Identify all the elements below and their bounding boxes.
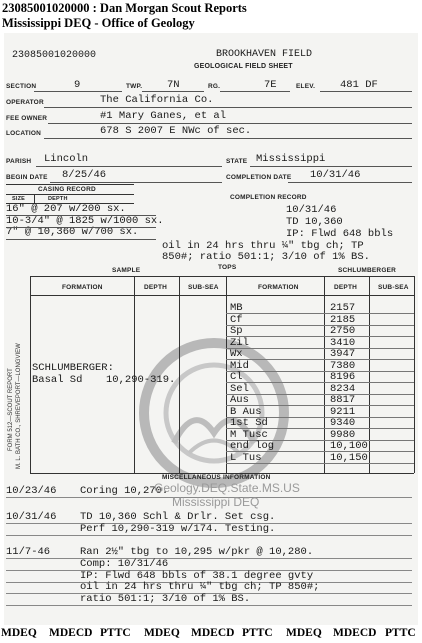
tops-depth: 9211 [330,405,356,418]
left-table-depth: 10,290-319. [106,374,176,386]
casing-depth-header: DEPTH [48,196,68,202]
twp-value: 7N [167,79,180,91]
printer-text: M. L. BATH CO., SHREVEPORT—LONGVIEW [16,343,22,469]
left-formation-header: FORMATION [62,284,103,291]
footer-item: MDECD [333,627,377,639]
api-number: 23085001020000 [12,50,97,61]
left-table-formation: Basal Sd [32,374,83,386]
footer-item: MDECD [191,627,235,639]
state-label: STATE [226,158,248,165]
twp-label: TWP. [126,83,143,90]
completion-line-3: IP: Flwd 648 bbls [286,228,394,240]
tops-formation: Aus [230,394,249,406]
tops-title: TOPS [218,264,237,271]
misc-text: IP: Flwd 648 bbls of 38.1 degree gvty [80,570,314,582]
tops-depth: 3410 [330,336,356,349]
watermark-name: Mississippi DEQ [172,495,260,509]
tops-depth: 10,100 [330,440,368,452]
footer-item: MDECD [49,627,93,639]
footer-item: MDEQ [144,627,180,639]
tops-depth: 8196 [330,371,356,383]
completion-date-value: 10/31/46 [310,169,361,181]
elev-value: 481 DF [340,79,378,91]
misc-info-title: MISCELLANEOUS INFORMATION [162,474,271,481]
casing-line: 7" @ 10,360 w/700 sx. [6,226,139,238]
right-formation-header: FORMATION [258,284,299,291]
tops-depth: 10,150 [330,451,368,464]
tops-depth: 2750 [330,325,356,337]
casing-lines [6,204,164,239]
misc-text: oil in 24 hrs thru ¼" tbg ch; TP 850#; [80,581,320,593]
watermark-url: Geology.DEQ.State.MS.US [154,481,300,495]
operator-value: The California Co. [100,94,214,106]
tops-formation: M Tusc [230,428,268,441]
tops-formation: Zil [230,336,249,349]
tops-depth: 9340 [330,417,356,429]
misc-text: Comp: 10/31/46 [80,558,169,570]
tops-formation: end log [230,440,275,452]
footer-item: PTTC [385,627,416,639]
parish-label: PARISH [6,158,32,165]
misc-text: ratio 501:1; 3/10 of 1% BS. [80,593,251,605]
scout-card [4,33,418,625]
rg-value: 7E [264,79,277,91]
left-subsea-header: SUB-SEA [188,284,219,291]
fee-owner-value: #1 Mary Ganes, et al [100,110,227,122]
tops-formation: 1st Sd [230,417,268,429]
completion-record-title: COMPLETION RECORD [230,194,307,201]
tops-depth: 9980 [330,428,356,441]
schlumberger-title: SCHLUMBERGER [338,267,397,274]
state-value: Mississippi [256,153,326,165]
location-value: 678 S 2007 E NWc of sec. [100,125,252,137]
tops-depth: 8817 [330,394,356,406]
parish-value: Lincoln [44,153,89,165]
misc-text: Coring 10,270. [80,485,169,497]
tops-depth: 7380 [330,359,356,372]
tops-formation: Mid [230,359,249,372]
footer-item: PTTC [100,627,131,639]
completion-line-5: 850#; ratio 501:1; 3/10 of 1% BS. [162,251,370,263]
misc-text: TD 10,360 Schl & Drlr. Set csg. [80,511,276,523]
completion-line-2: TD 10,360 [286,216,343,228]
misc-date: 10/23/46 [6,485,57,497]
tops-formation: Wx [230,348,243,360]
right-depth-header: DEPTH [334,284,358,291]
fee-owner-label: FEE OWNER [6,115,48,122]
completion-line-1: 10/31/46 [286,204,337,216]
begin-date-value: 8/25/46 [62,169,107,181]
left-depth-header: DEPTH [144,284,168,291]
form-number-text: FORM 512—SCOUT REPORT [8,368,14,451]
tops-depth: 2157 [330,302,356,314]
casing-size-header: SIZE [12,196,26,202]
misc-text: Ran 2½" tbg to 10,295 w/pkr @ 10,280. [80,546,314,558]
right-subsea-header: SUB-SEA [378,284,409,291]
tops-formation: Sel [230,382,249,395]
left-table-formation: SCHLUMBERGER: [32,362,114,374]
casing-line: 10-3/4" @ 1825 w/1000 sx. [6,214,164,227]
tops-depth: 8234 [330,382,356,395]
elev-label: ELEV. [296,83,316,90]
report-subtitle: Mississippi DEQ - Office of Geology [2,16,195,30]
completion-date-label: COMPLETION DATE [226,174,292,181]
misc-text: Perf 10,290-319 w/174. Testing. [80,523,276,535]
field-name: BROOKHAVEN FIELD [216,49,313,60]
footer-item: PTTC [242,627,273,639]
misc-date: 11/7-46 [6,546,51,558]
tops-formation: Cf [230,313,243,326]
tops-depth: 3947 [330,348,356,360]
watermark-seal-icon [134,333,294,493]
tops-formation: MB [230,302,243,314]
misc-date: 10/31/46 [6,511,57,523]
sheet-title: GEOLOGICAL FIELD SHEET [194,63,293,70]
footer-item: MDEQ [1,627,37,639]
tops-depth: 2185 [330,313,356,326]
sample-title: SAMPLE [112,267,141,274]
location-label: LOCATION [6,130,42,137]
casing-record-title: CASING RECORD [38,186,96,193]
footer-item: MDEQ [286,627,322,639]
section-label: SECTION [6,83,37,90]
tops-formation: L Tus [230,451,262,464]
section-value: 9 [74,79,81,91]
tops-formation: Cl [230,371,243,383]
begin-date-label: BEGIN DATE [6,174,48,181]
rg-label: RG. [208,83,221,90]
tops-formation: B Aus [230,405,262,418]
completion-line-4: oil in 24 hrs thru ¼" tbg ch; TP [162,240,364,252]
operator-label: OPERATOR [6,99,44,106]
tops-formation: Sp [230,325,243,337]
report-title: 23085001020000 : Dan Morgan Scout Reports [2,1,247,15]
casing-line: 16" @ 207 w/200 sx. [6,203,126,215]
